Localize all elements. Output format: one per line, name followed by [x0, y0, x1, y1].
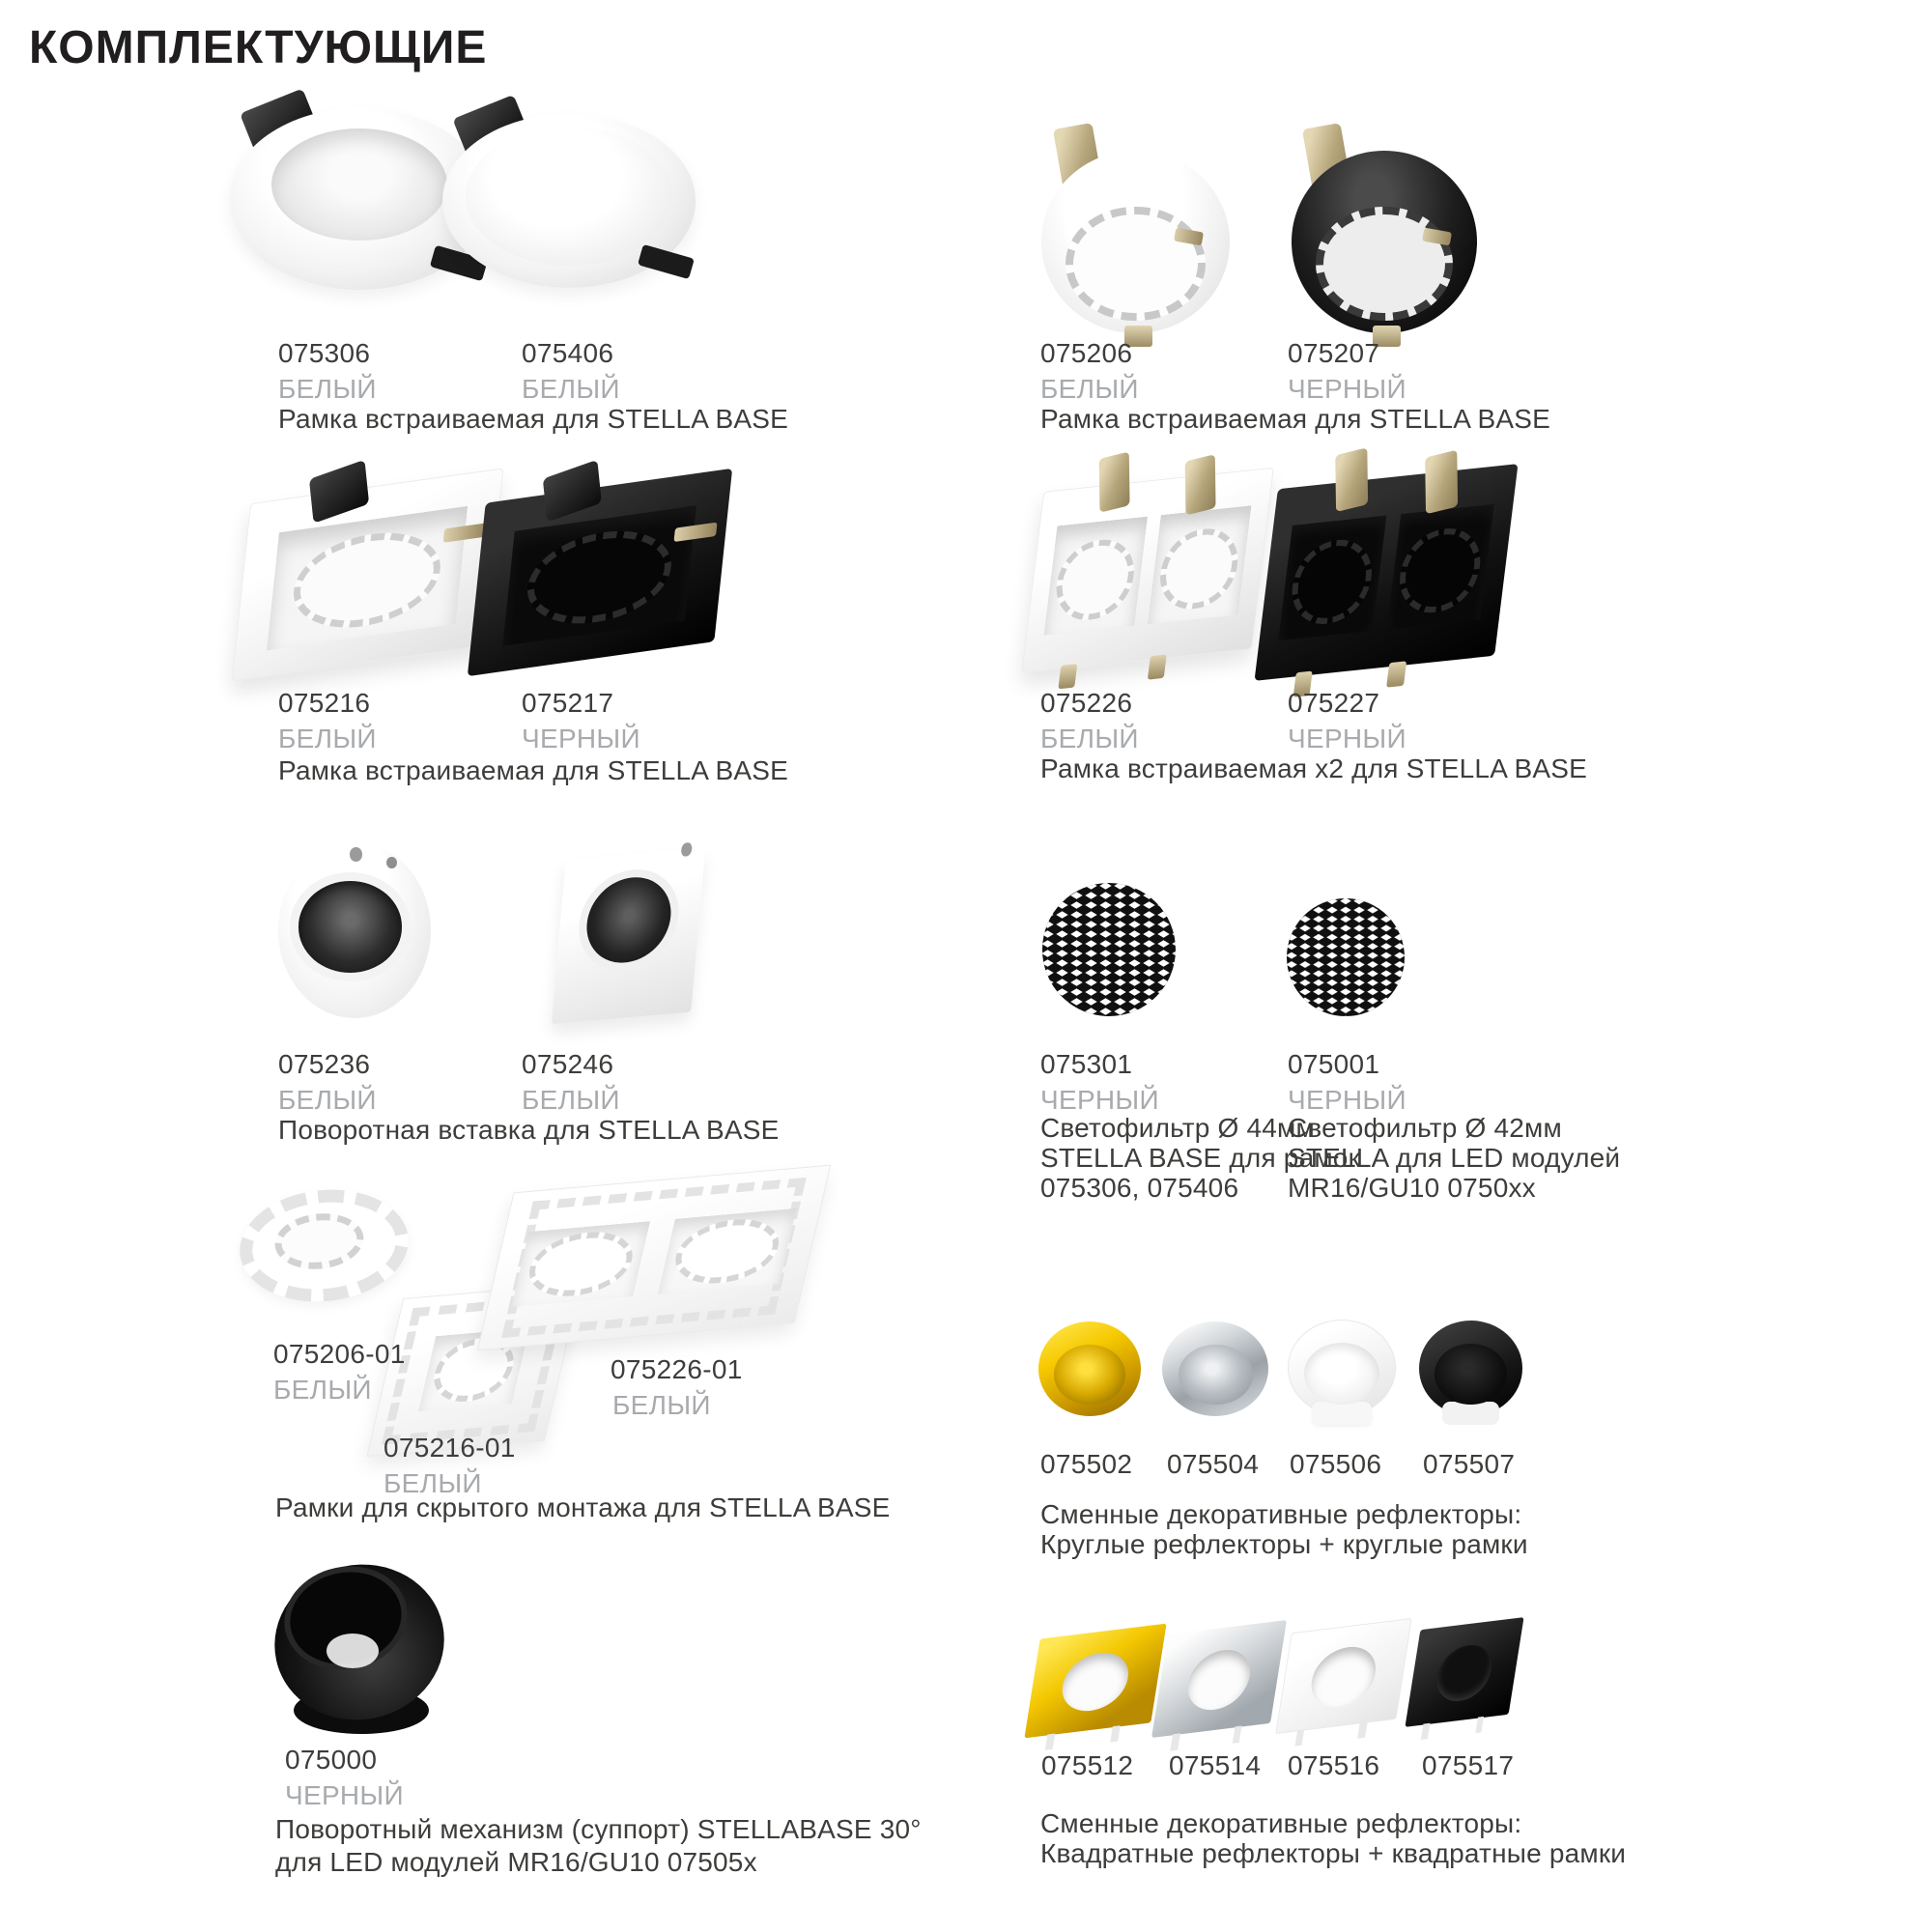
product-color: БЕЛЫЙ	[384, 1468, 482, 1498]
mount-leg	[1357, 1721, 1367, 1739]
reflector-cone	[1179, 1345, 1253, 1406]
product-description: Рамка встраиваемая x2 для STELLA BASE	[1040, 753, 1588, 783]
product-code: 075216	[278, 688, 371, 718]
mount-leg	[1111, 1725, 1121, 1742]
mount-leg	[1044, 1734, 1054, 1750]
metal-tab	[1386, 661, 1406, 688]
product-image-round-reflector-chrome-075504	[1162, 1321, 1268, 1416]
product-image-concealed-flange-075206-01	[234, 1181, 413, 1310]
page-title: КОМПЛЕКТУЮЩИЕ	[29, 22, 488, 73]
product-color: ЧЕРНЫЙ	[285, 1780, 404, 1810]
gear-ring	[1316, 207, 1453, 322]
product-color: ЧЕРНЫЙ	[1288, 1085, 1406, 1115]
product-image-square-reflector-white-075516	[1275, 1618, 1412, 1734]
mount-leg	[1475, 1717, 1484, 1733]
product-image-round-reflector-white-075506	[1288, 1320, 1396, 1416]
product-image-square-reflector-gold-075512	[1024, 1624, 1166, 1739]
product-code: 075516	[1288, 1750, 1380, 1780]
product-image-ring-frame-white-075206	[1041, 143, 1230, 341]
product-description: Круглые рефлекторы + круглые рамки	[1040, 1529, 1528, 1559]
product-image-honeycomb-filter-075001	[1285, 896, 1406, 1018]
product-description: Рамки для скрытого монтажа для STELLA BASE	[275, 1492, 891, 1522]
product-code: 075506	[1290, 1449, 1382, 1479]
product-image-square-frame-white-075216	[232, 468, 504, 681]
gear-ring	[272, 1208, 367, 1272]
reflector-cone	[1435, 1344, 1507, 1405]
frame-hole	[466, 127, 673, 266]
reflector-base	[1442, 1402, 1500, 1425]
product-description: Поворотная вставка для STELLA BASE	[278, 1115, 780, 1145]
product-color: ЧЕРНЫЙ	[1040, 1085, 1159, 1115]
product-description: Светофильтр Ø 42мм	[1288, 1113, 1562, 1143]
product-description: для LED модулей MR16/GU10 07505x	[275, 1847, 757, 1877]
mount-leg	[1421, 1723, 1430, 1740]
product-description: Рамка встраиваемая для STELLA BASE	[278, 404, 789, 434]
metal-clip	[1425, 449, 1457, 513]
product-image-round-frame-white-075406	[442, 114, 696, 288]
metal-tab	[1148, 655, 1167, 680]
product-image-round-reflector-black-075507	[1419, 1321, 1522, 1416]
product-code: 075216-01	[384, 1433, 516, 1463]
product-color: ЧЕРНЫЙ	[1288, 724, 1406, 753]
product-image-double-frame-black-075227	[1254, 464, 1518, 681]
metal-tab	[1058, 664, 1077, 689]
product-code: 075514	[1169, 1750, 1262, 1780]
product-code: 075236	[278, 1049, 371, 1079]
reflector-cone	[1054, 1345, 1125, 1406]
product-color: БЕЛЫЙ	[522, 374, 620, 404]
product-color: БЕЛЫЙ	[522, 1085, 620, 1115]
product-image-square-insert-white-075246	[552, 848, 705, 1025]
gear-ring	[1065, 207, 1205, 322]
product-code: 075246	[522, 1049, 614, 1079]
insert-mouth	[298, 881, 402, 973]
product-code: 075217	[522, 688, 614, 718]
product-code: 075206	[1040, 338, 1133, 368]
product-code: 075207	[1288, 338, 1380, 368]
product-image-honeycomb-filter-075301	[1040, 881, 1178, 1018]
metal-clip	[1185, 454, 1216, 515]
product-image-double-frame-white-075226	[1021, 468, 1274, 674]
product-image-ring-frame-black-075207	[1292, 143, 1477, 341]
metal-clip	[1335, 447, 1367, 511]
product-color: БЕЛЫЙ	[1040, 724, 1139, 753]
product-description: Рамка встраиваемая для STELLA BASE	[278, 755, 789, 785]
product-color: ЧЕРНЫЙ	[522, 724, 640, 753]
reflector-cone	[1304, 1343, 1379, 1405]
metal-clip	[1098, 452, 1129, 513]
product-description: STELLA для LED модулей	[1288, 1143, 1621, 1173]
product-code: 075502	[1040, 1449, 1133, 1479]
product-description: Поворотный механизм (суппорт) STELLABASE 30°	[275, 1814, 922, 1844]
product-code: 075306	[278, 338, 371, 368]
product-code: 075406	[522, 338, 614, 368]
product-description: MR16/GU10 0750xx	[1288, 1173, 1536, 1203]
product-color: БЕЛЫЙ	[273, 1375, 372, 1405]
product-code: 075517	[1422, 1750, 1515, 1780]
product-code: 075226-01	[611, 1354, 743, 1384]
product-description: Квадратные рефлекторы + квадратные рамки	[1040, 1838, 1627, 1868]
product-description: Рамка встраиваемая для STELLA BASE	[1040, 404, 1551, 434]
product-color: БЕЛЫЙ	[1040, 374, 1139, 404]
product-image-round-insert-white-075236	[278, 842, 431, 1018]
product-image-concealed-plate-x2-075226-01	[477, 1165, 832, 1351]
product-code: 075301	[1040, 1049, 1133, 1079]
product-image-square-reflector-black-075517	[1405, 1617, 1523, 1727]
mount-leg	[1233, 1725, 1242, 1743]
mount-leg	[1294, 1729, 1304, 1747]
product-code: 075206-01	[273, 1339, 406, 1369]
mount-leg	[1171, 1733, 1180, 1750]
product-code: 075504	[1167, 1449, 1260, 1479]
screw	[350, 847, 362, 862]
product-code: 075507	[1423, 1449, 1516, 1479]
product-color: БЕЛЫЙ	[278, 374, 377, 404]
product-image-square-reflector-chrome-075514	[1151, 1620, 1287, 1738]
product-image-round-reflector-gold-075502	[1038, 1321, 1141, 1416]
product-code: 075227	[1288, 688, 1380, 718]
product-color: ЧЕРНЫЙ	[1288, 374, 1406, 404]
support-hole	[327, 1634, 379, 1668]
frame-hole	[271, 128, 447, 242]
product-color: БЕЛЫЙ	[278, 1085, 377, 1115]
product-color: БЕЛЫЙ	[278, 724, 377, 753]
product-code: 075226	[1040, 688, 1133, 718]
product-description: STELLA BASE для рамок	[1040, 1143, 1361, 1173]
product-code: 075001	[1288, 1049, 1380, 1079]
reflector-base	[1312, 1402, 1373, 1425]
product-description: Светофильтр Ø 44мм	[1040, 1113, 1315, 1143]
product-description: Сменные декоративные рефлекторы:	[1040, 1499, 1522, 1529]
product-code: 075000	[285, 1745, 378, 1775]
product-color: БЕЛЫЙ	[612, 1390, 711, 1420]
product-description: Сменные декоративные рефлекторы:	[1040, 1808, 1522, 1838]
product-description: 075306, 075406	[1040, 1173, 1239, 1203]
product-code: 075512	[1041, 1750, 1134, 1780]
product-image-tilt-support-black-075000	[270, 1550, 464, 1734]
product-image-square-frame-black-075217	[468, 469, 732, 676]
